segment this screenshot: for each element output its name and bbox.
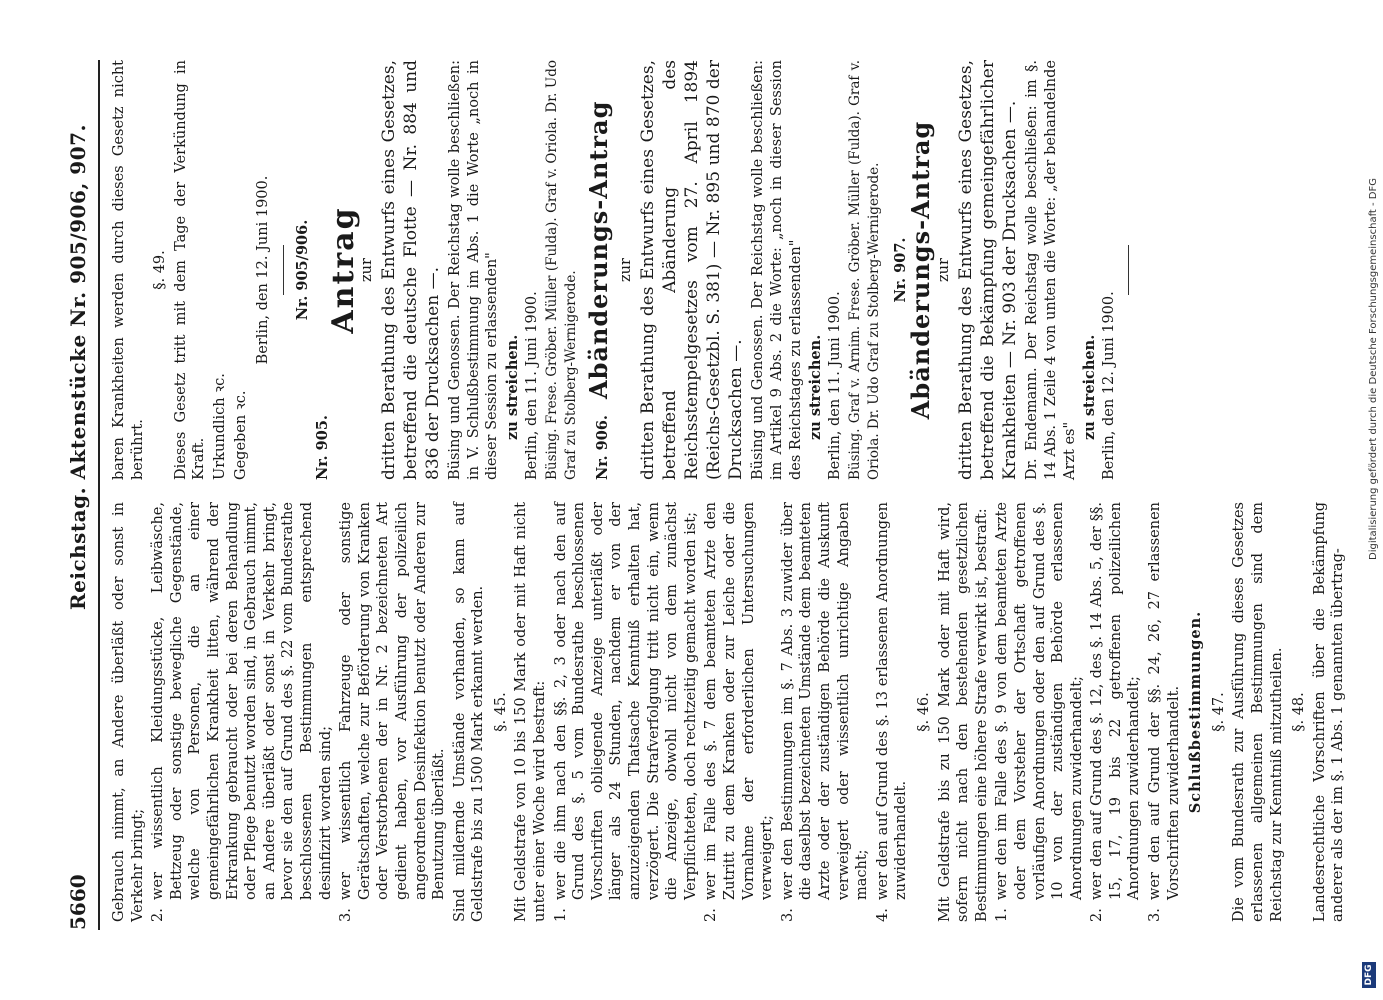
header-rule	[98, 60, 100, 930]
zur-2: zur	[617, 258, 634, 282]
lead-907: dritten Berathung des Entwurfs eines Gesetzes, betreffend die Bekämpfung gemeingefährlicher Krankheiten — Nr. 903 der Drucksachen —.	[956, 60, 1021, 480]
date-2: Berlin, den 11. Juni 1900.	[523, 291, 540, 480]
nr-906-label: Nr. 906.	[594, 415, 612, 480]
section-48-text: Landesrechtliche Vorschriften über die Bekämpfung anderer als der im §. 1 Abs. 1 genannten übertrag-	[1311, 502, 1347, 922]
section-47-text: Die vom Bundesrath zur Ausführung dieses Gesetzes erlassenen allgemeinen Bestimmungen sind dem Reichstag zur Kenntniß mitzutheilen.	[1231, 502, 1285, 922]
final-provisions-heading: Schlußbestimmungen.	[1187, 610, 1205, 814]
section-45-text: Mit Geldstrafe von 10 bis 150 Mark oder mit Haft nicht unter einer Woche wird bestraft:	[513, 502, 549, 922]
page-header	[66, 60, 96, 930]
left-column	[110, 502, 1350, 922]
page-number: 5660	[66, 874, 90, 930]
nr-906-row	[584, 60, 614, 480]
nr-907: Nr. 907.	[891, 237, 909, 303]
text-907: Dr. Endemann. Der Reichstag wolle beschließen: im §. 14 Abs. 1 Zeile 4 von unten die Worte: „der behandelnde Arzt es"	[1024, 60, 1078, 480]
lead-906: dritten Berathung des Entwurfs eines Gesetzes, betreffend Abänderung des Reichsstempelgesetzes vom 27. April 1894 (Reichs-Gesetzbl. S. 381) — Nr. 895 und 870 der Drucksachen —.	[638, 60, 747, 480]
page-title: Reichstag. Aktenstücke Nr. 905/906, 907.	[66, 123, 90, 610]
list-item: 1. wer die ihm nach den §§. 2, 3 oder nach den auf Grund des §. 5 vom Bundesrathe beschlossenen Vorschriften obliegende Anzeige unterläßt oder länger als 24 Stunden, nachdem er von der anzuzeigenden Thatsache Kenntniß erhalten hat, verzögert. Die Strafverfolgung tritt nicht ein, wenn die Anzeige, obwohl nicht von dem zunächst Verpflichteten, doch rechtzeitig gemacht worden ist;	[552, 502, 699, 922]
list-item: 2. wer im Falle des §. 7 dem beamteten Arzte den Zutritt zu dem Kranken oder zur Leiche oder die Vornahme der erforderlichen Untersuchungen verweigert;	[703, 502, 776, 922]
separator	[283, 245, 284, 295]
list-item: 1. wer den im Falle des §. 9 von dem beamteten Arzte oder dem Vorsteher der Ortschaft getroffenen vorläufigen Anordnungen oder den auf Grund des §. 10 von der zuständigen Behörde erlassenen Anordnungen zuwiderhandelt;	[994, 502, 1085, 922]
urkundlich: Urkundlich ꝛc.	[211, 373, 228, 480]
abaenderung-heading-2: Abänderungs-Antrag	[906, 120, 936, 420]
text-906: Büsing und Genossen. Der Reichstag wolle beschließen: im Artikel 9 Abs. 2 die Worte: „noch in dieser Session des Reichstages zu erlassenden"	[750, 60, 804, 480]
list-item: 3. wer den auf Grund der §§. 24, 26, 27 erlassenen Vorschriften zuwiderhandelt.	[1147, 502, 1182, 922]
section-45: §. 45.	[492, 692, 509, 732]
abaenderung-heading: Abänderungs-Antrag	[584, 100, 614, 400]
gegeben: Gegeben ꝛc.	[232, 390, 249, 480]
section-49-text: Dieses Gesetz tritt mit dem Tage der Verkündung in Kraft.	[172, 60, 208, 480]
mitigating-text: Sind mildernde Umstände vorhanden, so kann auf Geldstrafe bis zu 1500 Mark erkannt werden.	[451, 502, 487, 922]
date-1: Berlin, den 12. Juni 1900.	[255, 175, 272, 365]
signatures-906: Büsing. Graf v. Arnim. Frese. Gröber. Müller (Fulda). Graf v. Oriola. Dr. Udo Graf zu Stolberg-Wernigerode.	[847, 60, 883, 480]
right-column	[110, 60, 1139, 480]
zur-1: zur	[358, 258, 375, 282]
list-item: 4. wer den auf Grund des §. 13 erlassenen Anordnungen zuwiderhandelt.	[874, 502, 910, 922]
left-intro: Gebrauch nimmt, an Andere überläßt oder sonst in Verkehr bringt;	[111, 502, 146, 922]
separator	[1128, 245, 1129, 295]
nr-905-906: Nr. 905/906.	[293, 219, 311, 321]
text-905: Büsing und Genossen. Der Reichstag wolle beschließen: in V. Schlußbestimmung im Abs. 1 die Worte „noch in dieser Session zu erlassenden"	[447, 60, 501, 480]
digitization-note: Digitalisierung gefördert durch die Deutsche Forschungsgemeinschaft - DFG	[1368, 177, 1379, 560]
list-item: 3. wer den Bestimmungen im §. 7 Abs. 3 zuwider über die daselbst bezeichneten Umstände dem beamteten Arzte oder der zuständigen Behörde die Auskunft verweigert oder wissentlich unrichtige Angaben macht;	[779, 502, 871, 922]
lead-905: dritten Berathung des Entwurfs eines Gesetzes, betreffend die deutsche Flotte — Nr. 884 und 836 der Drucksachen —.	[379, 60, 444, 480]
section-46: §. 46.	[915, 692, 932, 732]
list-item: 2. wer den auf Grund des §. 12, des §. 14 Abs. 5, der §§. 15, 17, 19 bis 22 getroffenen polizeilichen Anordnungen zuwiderhandelt;	[1089, 502, 1143, 922]
date-3: Berlin, den 11. Juni 1900.	[826, 291, 843, 480]
streichen-3: zu streichen.	[1081, 334, 1099, 440]
section-48: §. 48.	[1291, 692, 1308, 732]
streichen-1: zu streichen.	[503, 334, 521, 440]
nr-905-label: Nr. 905.	[314, 415, 332, 480]
section-46-text: Mit Geldstrafe bis zu 150 Mark oder mit Haft wird, sofern nicht nach den bestehenden gesetzlichen Bestimmungen eine höhere Strafe verwirkt ist, bestraft:	[936, 502, 990, 922]
zur-3: zur	[935, 258, 952, 282]
signatures-905: Büsing. Frese. Gröber. Müller (Fulda). Graf v. Oriola. Dr. Udo Graf zu Stolberg-Wernigerode.	[544, 60, 579, 480]
right-continuation: baren Krankheiten werden durch dieses Gesetz nicht berührt.	[111, 60, 146, 480]
streichen-2: zu streichen.	[807, 334, 825, 440]
section-49: §. 49.	[152, 250, 169, 290]
list-item: 2. wer wissentlich Kleidungsstücke, Leibwäsche, Bettzeug oder sonstige bewegliche Gegenstände, welche von Personen, die an einer gemeingefährlichen Krankheit litten, während der Erkrankung gebraucht oder bei deren Behandlung oder Pflege benutzt worden sind, in Gebrauch nimmt, an Andere überläßt oder sonst in Verkehr bringt, bevor sie den auf Grund des §. 22 vom Bundesrathe beschlossenen Bestimmungen entsprechend desinfizirt worden sind;	[150, 502, 334, 922]
antrag-heading: Antrag	[325, 206, 361, 334]
list-item: 3. wer wissentlich Fahrzeuge oder sonstige Gerätschaften, welche zur Beförderung von Kranken oder Verstorbenen der in Nr. 2 bezeichneten Art gedient haben, vor Ausführung der polizeilich angeordneten Desinfektion benutzt oder Anderen zur Benutzung überläßt.	[338, 502, 448, 922]
dfg-logo: DFG	[1362, 962, 1376, 988]
section-47: §. 47.	[1210, 692, 1227, 732]
date-4: Berlin, den 12. Juni 1900.	[1100, 291, 1117, 480]
